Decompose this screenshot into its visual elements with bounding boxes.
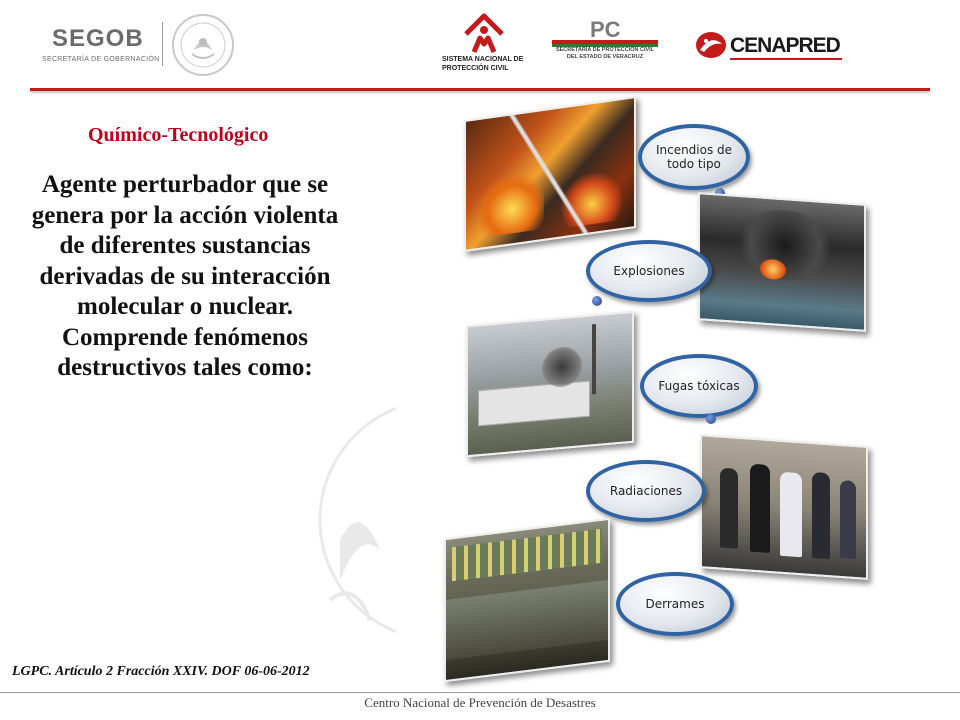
person-4 — [840, 480, 856, 559]
snpc-logo-icon — [462, 12, 506, 54]
person-2 — [750, 464, 770, 553]
footer-text: Centro Nacional de Prevención de Desastres — [364, 695, 596, 710]
header — [0, 0, 960, 90]
seal-icon — [172, 14, 234, 76]
person-3 — [812, 472, 830, 559]
photo-fires — [464, 96, 636, 252]
segob-subtitle: SECRETARÍA DE GOBERNACIÓN — [42, 56, 160, 63]
power-tower — [592, 324, 596, 394]
cenapred-underline — [730, 58, 842, 60]
photo-toxic-leak — [466, 311, 634, 458]
definition-text: Agente perturbador que se genera por la acción violenta de diferentes sustancias derivadas de su interacción molecular o nuclear. Comprende fenómenos destructivos tales como: — [31, 171, 339, 381]
bubble-incendios: Incendios de todo tipo — [638, 124, 750, 190]
header-red-rule — [30, 88, 930, 91]
bubble-fugas: Fugas tóxicas — [640, 354, 758, 418]
snpc-logo-text: SISTEMA NACIONAL DE PROTECCIÓN CIVIL — [442, 56, 524, 72]
plant-building — [478, 381, 590, 427]
watermark-seal — [300, 380, 400, 660]
person-1 — [720, 468, 738, 549]
cleanup-workers — [452, 529, 602, 581]
spill-water — [446, 580, 608, 660]
cenapred-logo: CENAPRED — [730, 34, 840, 57]
cenapred-emblem-icon — [694, 30, 728, 60]
bubble-radiaciones: Radiaciones — [586, 460, 706, 522]
segob-logo: SEGOB — [52, 25, 144, 52]
hazmat-worker — [780, 472, 802, 558]
pc-logo: PC — [590, 17, 621, 42]
connector-dot-3 — [706, 414, 716, 424]
legal-reference: LGPC. Artículo 2 Fracción XXIV. DOF 06-06-2012 — [12, 664, 310, 679]
footer-rule — [0, 692, 960, 693]
bubble-derrames: Derrames — [616, 572, 734, 636]
connector-dot-2 — [592, 296, 602, 306]
pc-logo-subtitle: SECRETARÍA DE PROTECCIÓN CIVIL DEL ESTADO DE VERACRUZ — [555, 47, 655, 60]
bubble-explosiones: Explosiones — [586, 240, 712, 302]
hazards-diagram — [396, 96, 876, 686]
page-title: Químico-Tecnológico — [88, 124, 269, 146]
photo-radiation — [700, 434, 868, 580]
logo-divider — [162, 22, 163, 66]
photo-collage-divider — [466, 98, 634, 250]
photo-explosion — [698, 192, 866, 332]
photo-spills — [444, 518, 610, 682]
